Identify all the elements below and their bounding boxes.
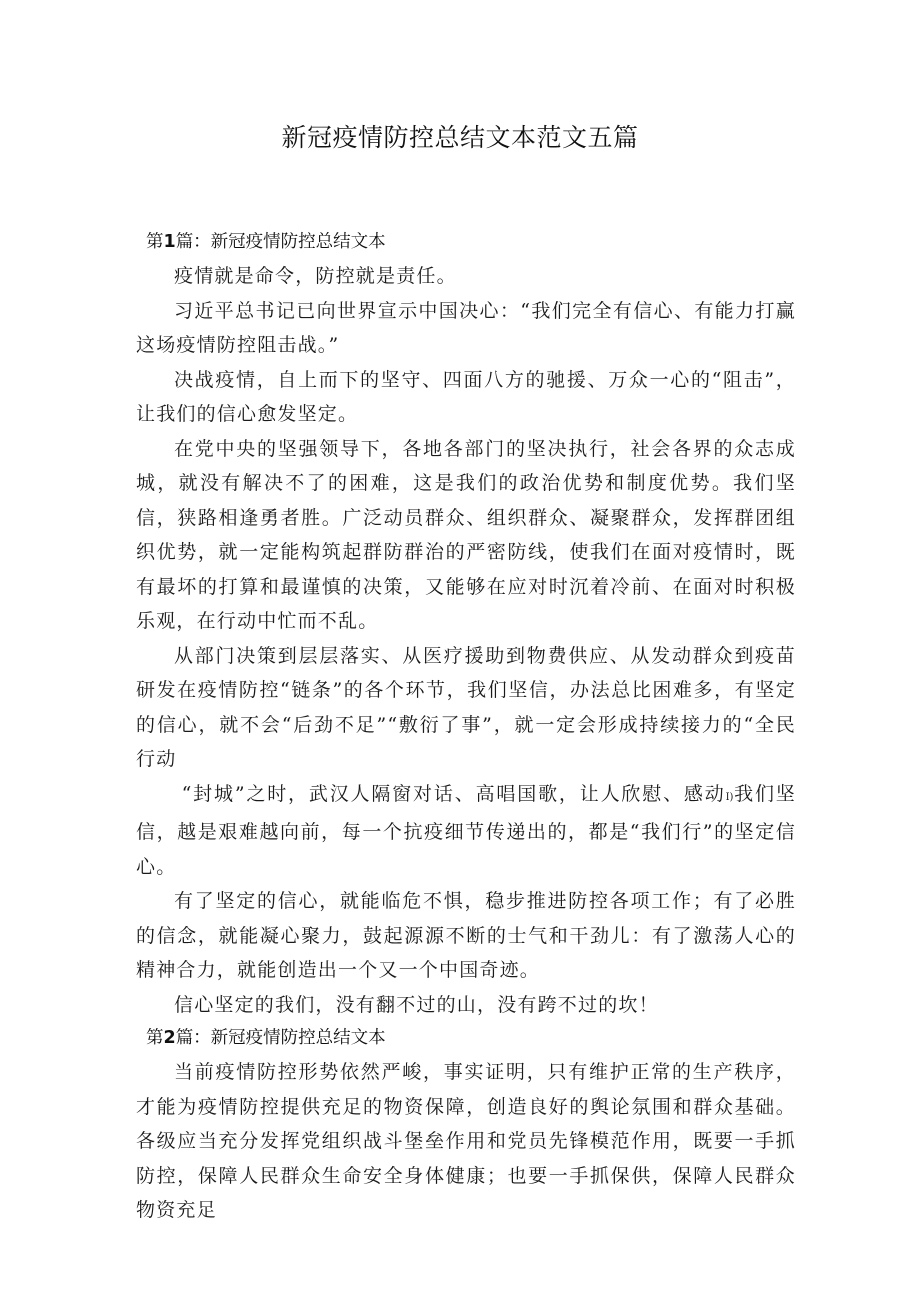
- section-heading-text: 篇：新冠疫情防控总结文本: [175, 232, 386, 252]
- paragraph: 决战疫情，自上而下的坚守、四面八方的驰援、万众一心的“阻击”，让我们的信心愈发坚定。: [136, 368, 796, 425]
- section-heading-prefix: 第: [146, 1028, 164, 1048]
- paragraph: 在党中央的坚强领导下，各地各部门的坚决执行，社会各界的众志成城，就没有解决不了的困难，这是我们的政治优势和制度优势。我们坚信，狭路相逢勇者胜。广泛动员群众、组织群众、凝聚群众，发挥群团组织优势，就一定能构筑起群防群治的严密防线，使我们在面对疫情时，既有最坏的打算和最谨慎的决策，又能够在应对时沉着冷前、在面对时积极乐观，在行动中忙而不乱。: [136, 437, 796, 632]
- section-heading-number: 2: [163, 1028, 176, 1048]
- section-heading-prefix: 第: [146, 232, 164, 252]
- paragraph: 习近平总书记已向世界宣示中国决心：“我们完全有信心、有能力打赢这场疫情防控阻击战。”: [136, 299, 796, 356]
- section-heading-text: 篇：新冠疫情防控总结文本: [175, 1028, 386, 1048]
- section-heading-2: [136, 1022, 796, 1055]
- section-heading-number: 1: [163, 232, 176, 252]
- footnote-marker: I): [725, 791, 734, 803]
- paragraph-text: “封城”之时，武汉人隔窗对话、高唱国歌，让人欣慰、感动: [181, 782, 726, 805]
- paragraph: 疫情就是命令，防控就是责任。: [174, 265, 457, 287]
- paragraph: 当前疫情防控形势依然严峻，事实证明，只有维护正常的生产秩序，才能为疫情防控提供充足的物资保障，创造良好的舆论氛围和群众基础。各级应当充分发挥党组织战斗堡垒作用和党员先锋模范作用，既要一手抓防控，保障人民群众生命安全身体健康；也要一手抓保供，保障人民群众物资充足: [136, 1061, 796, 1221]
- paragraph-text: 我们坚信，越是艰难越向前，每一个抗疫细节传递出的，都是“我们行”的坚定信心。: [136, 782, 796, 878]
- section-heading-1: [136, 226, 796, 259]
- paragraph-with-note: [136, 777, 796, 885]
- document-title: 新冠疫情防控总结文本范文五篇: [281, 123, 639, 152]
- paragraph: 有了坚定的信心，就能临危不惧，稳步推进防控各项工作；有了必胜的信念，就能凝心聚力，鼓起源源不断的士气和干劲儿：有了激荡人心的精神合力，就能创造出一个又一个中国奇迹。: [136, 890, 796, 981]
- document-body: [136, 226, 796, 1228]
- paragraph: 信心坚定的我们，没有翻不过的山，没有跨不过的坎！: [174, 993, 659, 1016]
- paragraph: 从部门决策到层层落实、从医疗援助到物费供应、从发动群众到疫苗研发在疫情防控“链条”的各个环节，我们坚信，办法总比困难多，有坚定的信心，就不会“后劲不足”“敷衍了事”，就一定会形成持续接力的“全民行动: [136, 644, 796, 770]
